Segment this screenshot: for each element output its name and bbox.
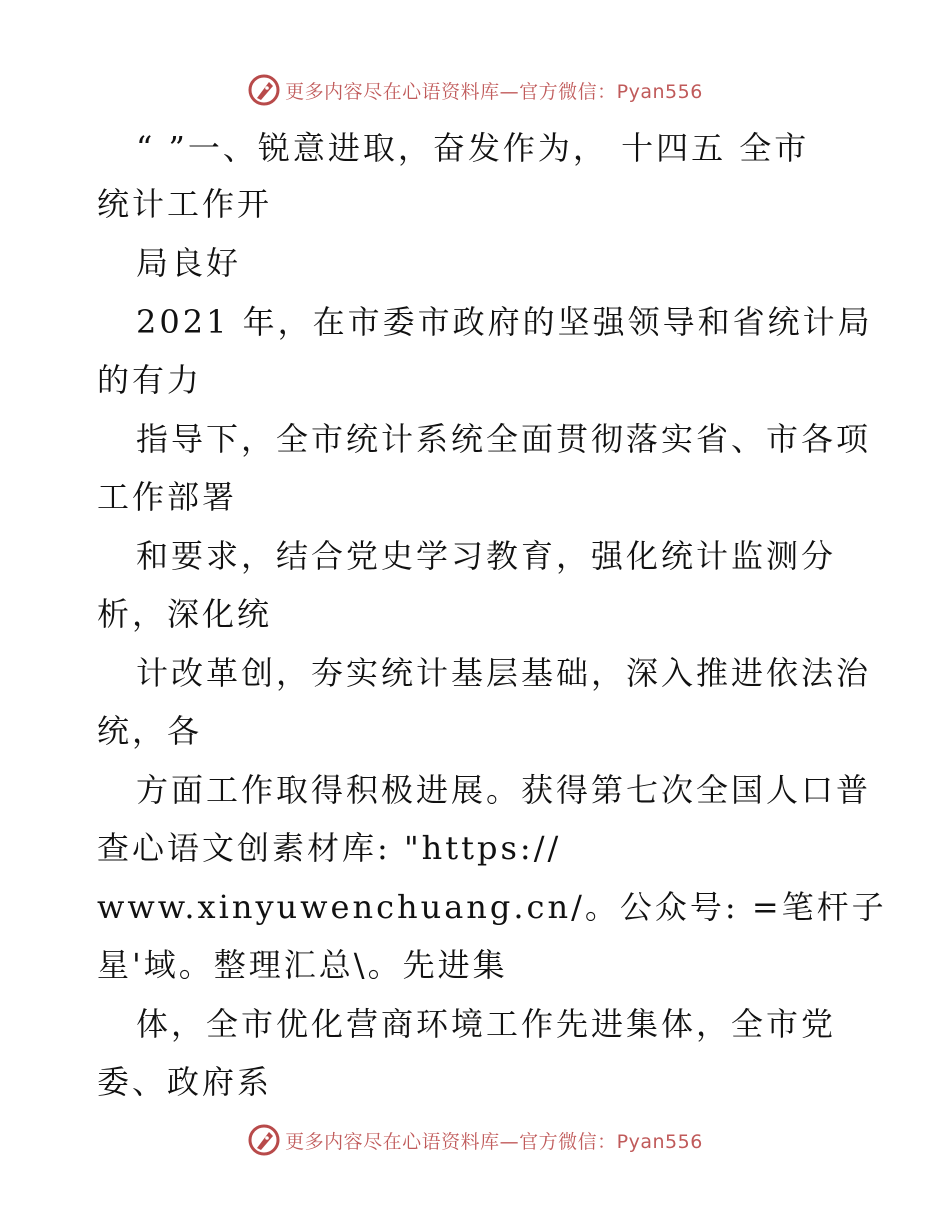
text-line: 和要求，结合党史学习教育，强化统计监测分 [136,537,837,575]
header-watermark [0,70,950,110]
text-line: 体，全市优化营商环境工作先进集体，全市党 [136,1005,837,1043]
text-line: 查心语文创素材库: "https:// [97,829,562,867]
text-line: 统计工作开 [97,185,273,223]
text-line: 指导下，全市统计系统全面贯彻落实省、市各项 [136,420,872,458]
pen-nib-logo-icon [247,73,281,107]
watermark-text: 更多内容尽在心语资料库—官方微信：Pyan556 [285,1130,703,1153]
text-line: 析，深化统 [97,595,273,633]
text-line: “ ”一、锐意进取，奋发作为， 十四五 全市 [136,129,810,167]
text-line: 方面工作取得积极进展。获得第七次全国人口普 [136,771,872,809]
text-line: 局良好 [136,244,242,282]
text-line: www.xinyuwenchuang.cn/。公众号: =笔杆子 [97,888,887,926]
watermark-text: 更多内容尽在心语资料库—官方微信：Pyan556 [285,80,703,103]
text-line: 委、政府系 [97,1063,273,1101]
text-line: 星'域。整理汇总\。先进集 [97,946,508,984]
text-line: 工作部署 [97,478,238,516]
text-line: 2021 年，在市委市政府的坚强领导和省统计局 [136,303,873,341]
text-line: 统，各 [97,712,203,750]
text-line: 计改革创，夯实统计基层基础，深入推进依法治 [136,654,872,692]
footer-watermark [0,1120,950,1160]
text-line: 的有力 [97,361,203,399]
pen-nib-logo-icon [247,1123,281,1157]
